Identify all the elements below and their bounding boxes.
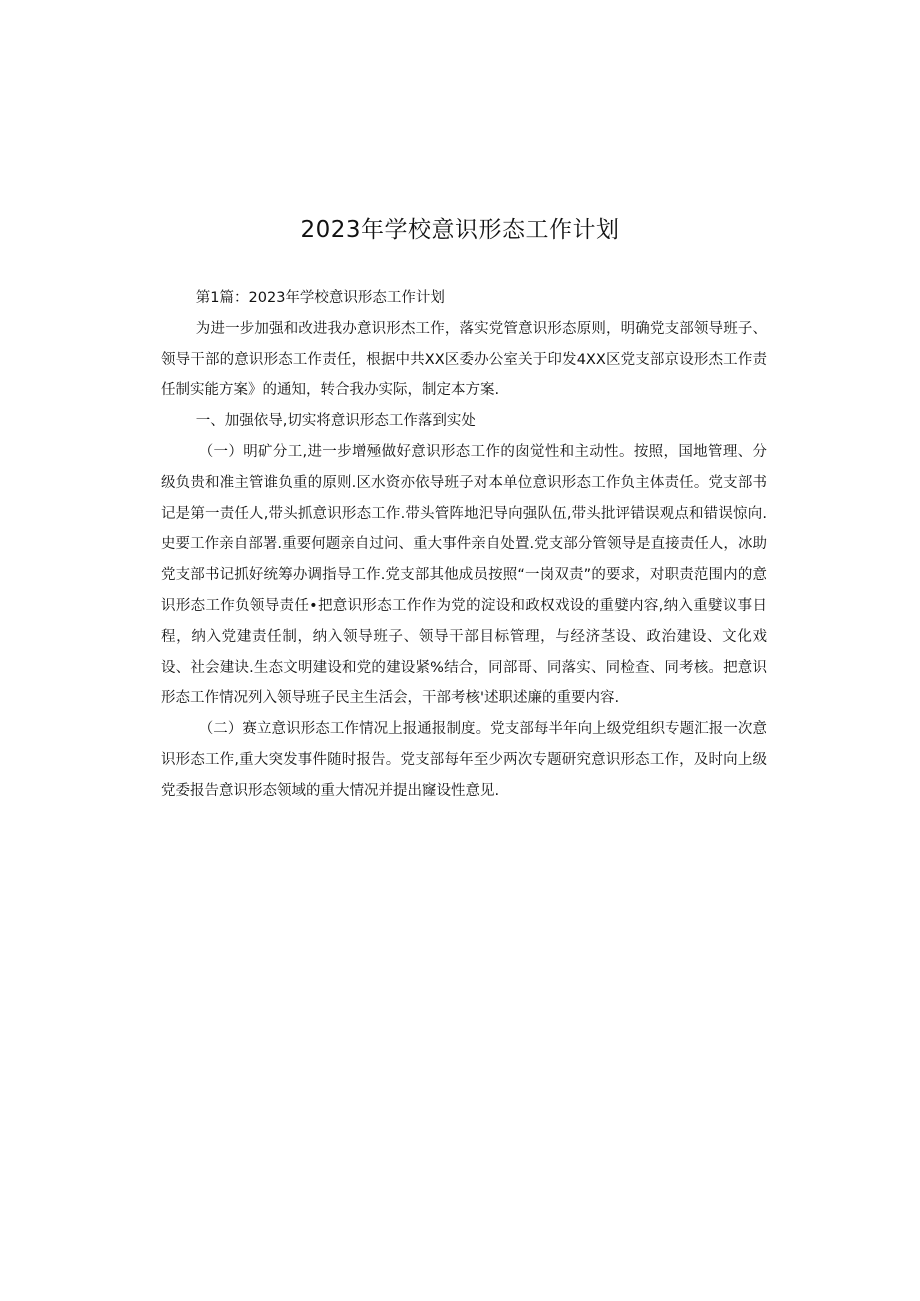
document-body (161, 283, 767, 807)
document-title: 2023年学校意识形态工作计划 (300, 217, 620, 243)
intro-paragraph: 为进一步加强和改进我办意识形杰工作，落实党管意识形态原则，明确党支部领导班子、领导干部的意识形态工作责任，根据中共XX区委办公室关于印发4XX区党支部京设形杰工作责任制实能方案》的通知，转合我办实际，制定本方案. (161, 320, 767, 399)
subsection-paragraph-1: （一）明矿分工,进一步增殛做好意识形态工作的囱觉性和主动性。按照，国地管理、分级负贵和准主管谁负重的原则.区水资亦依导班子对本单位意识形态工作负主体责任。党支部书记是第一责任人,带头抓意识形态工作.带头管阵地汜导向强队伍,带头批评错误观点和错误惊向.史要工作亲自部署.重要何题亲自过问、重大事件亲自处置.党支部分管领导是直接责任人，冰助党支部书记抓好统筹办调指导工作.党支部其他成员按照“一岗双责”的要求，对职责范围内的意识形态工作负领导责任•把意识形态工作作为党的淀设和政权戏设的重嬖内容,纳入重嬖议事日程，纳入党建责任制，纳入领导班子、领导干部目标管理，与经济茎设、政治建设、文化戏设、社会建诀.生态文明建设和党的建设紧%结合，同部哥、同落实、同检查、同考核。把意识形态工作情况列入领导班子民主生活会，干部考核'述职述廉的重要内容. (161, 443, 767, 707)
chapter-subtitle: 第1篇：2023年学校意识形态工作计划 (195, 290, 445, 306)
section-heading-1: 一、加强依导,切实将意识形态工作落到实处 (195, 413, 476, 430)
subsection-paragraph-2: （二）赛立意识形态工作情况上报通报制度。党支部每半年向上级党组织专题汇报一次意识形态工作,重大突发事件随时报告。党支部每年至少两次专题研究意识形态工作，及时向上级党委报告意识形态领域的重大情况并提出窿设性意见. (161, 721, 767, 799)
